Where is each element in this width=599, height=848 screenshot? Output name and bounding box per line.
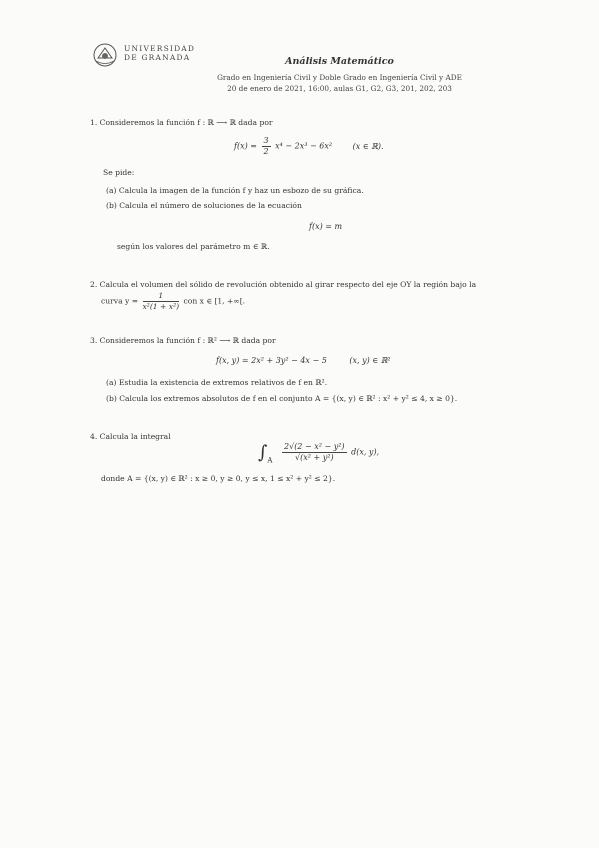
subtitle-date: 20 de enero de 2021, 16:00, aulas G1, G2, G3, 201, 202, 203 [227,84,452,93]
problem4-integral-sign [258,442,272,465]
problem4-int-num: 2√(2 − x² − y²) [284,442,345,451]
problem2-frac-num: 1 [143,291,180,302]
problem1-request: Se pide: [103,168,135,177]
university-line1: UNIVERSIDAD [124,44,196,53]
problem1-part-a: (a) Calcula la imagen de la función f y haz un esbozo de su gráfica. [106,186,364,195]
problem2-line1 [90,280,476,289]
problem1-number: 1. [90,118,98,127]
university-line2: DE GRANADA [124,53,191,62]
problem1-eq-domain: (x ∈ ℝ). [352,141,384,151]
problem4-int-tail: d(x, y), [351,447,380,457]
problem2-fraction [143,291,180,312]
problem1-after: según los valores del parámetro m ∈ ℝ. [117,242,270,251]
subtitle-degree: Grado en Ingeniería Civil y Doble Grado en Ingeniería Civil y ADE [217,73,462,82]
problem3-number: 3. [90,336,98,345]
problem3-eq: f(x, y) = 2x² + 3y² − 4x − 5 [216,356,327,365]
problem4-int-symbol: ∫ [258,442,268,463]
problem2-line2 [101,291,245,312]
problem2-range: con x ∈ [1, +∞[. [183,296,246,306]
problem3-text: Consideremos la función f : ℝ² ⟶ ℝ dada por [99,336,276,345]
problem4-number: 4. [90,432,98,441]
problem3-equation [216,356,391,365]
problem3-part-a: (a) Estudia la existencia de extremos relativos de f en ℝ². [106,378,328,387]
problem4-int-den: √(x² + y²) [294,453,334,462]
problem1-eq-rhs: x⁴ − 2x³ − 6x² [275,141,333,151]
problem2-frac-den: x²(1 + x²) [142,302,180,311]
problem3-part-b: (b) Calcula los extremos absolutos de f en el conjunto A = {(x, y) ∈ ℝ² : x² + y² ≤ 4, x ≥ 0}. [106,394,458,403]
problem3-domain: (x, y) ∈ ℝ² [349,356,391,365]
problem3-statement [90,336,276,345]
problem1-statement [90,118,273,127]
problem1-eq-num: 3 [263,136,269,145]
problem2-text: Calcula el volumen del sólido de revolución obtenido al girar respecto del eje OY la región bajo la [99,280,477,289]
problem2-number: 2. [90,280,98,289]
problem4-where: donde A = {(x, y) ∈ ℝ² : x ≥ 0, y ≥ 0, y ≤ x, 1 ≤ x² + y² ≤ 2}. [101,474,336,483]
problem1-eq-lhs: f(x) = [234,141,257,151]
problem1-equation [234,136,384,157]
problem4-integrand [280,442,379,463]
problem4-text: Calcula la integral [99,432,171,441]
problem1-eq-den: 2 [263,147,269,156]
problem2-curve: curva y = [101,296,139,306]
problem4-int-sub: A [267,456,273,465]
problem4-statement [90,432,171,441]
course-title: Análisis Matemático [285,56,394,67]
problem1-equation-fm: f(x) = m [309,222,343,231]
problem1-eq-fraction [262,136,271,157]
problem4-fraction [282,442,347,463]
problem1-text: Consideremos la función f : ℝ ⟶ ℝ dada por [99,118,273,127]
problem1-part-b: (b) Calcula el número de soluciones de la ecuación [106,201,302,210]
